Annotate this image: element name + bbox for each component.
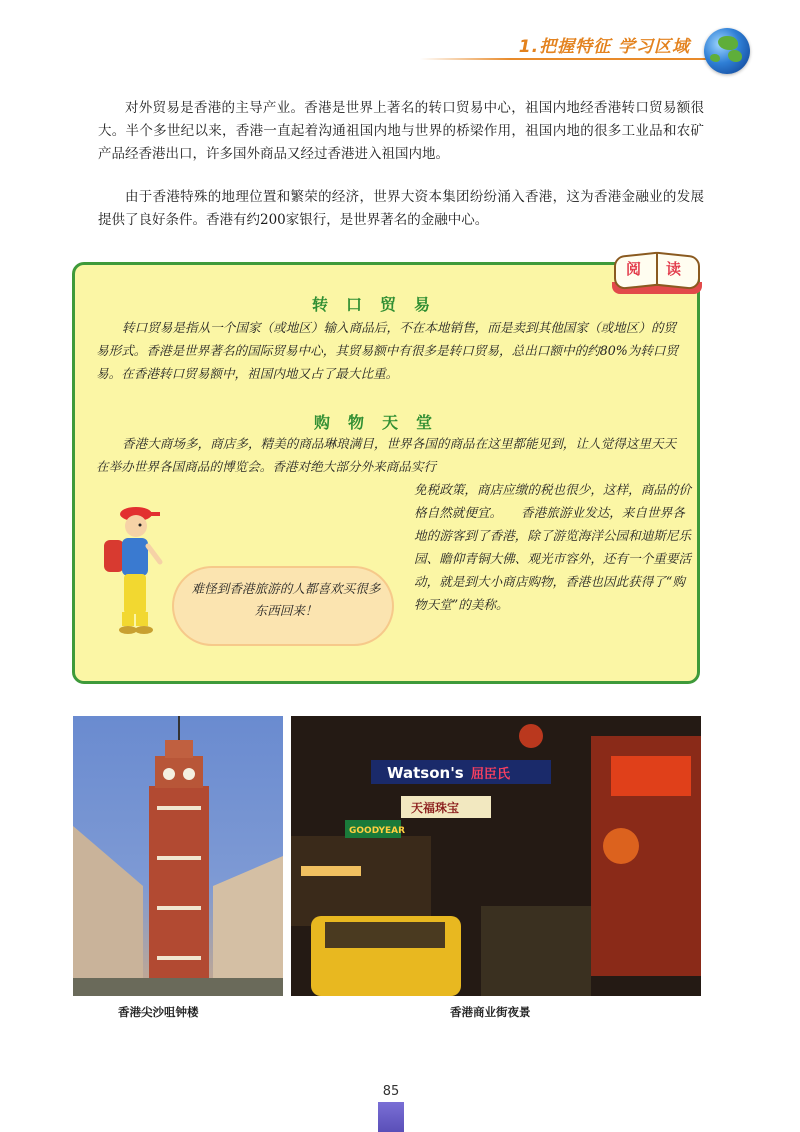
caption-clock-tower: 香港尖沙咀钟楼 [118, 1005, 199, 1019]
section-text-shopping-b: 免税政策，商店应缴的税也很少，这样，商品的价格自然就便宜。 香港旅游业发达，来自世界各地的游客到了香港，除了游览海洋公园和迪斯尼乐园、瞻仰青铜大佛、观光市容外，还有一个重要活动，就是到大小商店购物，香港也因此获得了“购物天堂”的美称。 [414, 482, 692, 612]
photo-night-street [291, 716, 701, 996]
section-title-shopping: 购物天堂 [314, 413, 451, 432]
page-number: 85 [382, 1084, 400, 1099]
section-text-shopping-a: 香港大商场多，商店多，精美的商品琳琅满目，世界各国的商品在这里都能见到，让人觉得这里天天在举办世界各国商品的博览会。香港对绝大部分外来商品实行 [96, 436, 677, 474]
page-tab-marker [378, 1102, 404, 1132]
body-paragraph-trade: 对外贸易是香港的主导产业。香港是世界上著名的转口贸易中心，祖国内地经香港转口贸易额很大。半个多世纪以来，香港一直起着沟通祖国内地与世界的桥梁作用，祖国内地的很多工业品和农矿产品经香港出口，许多国外商品又经过香港进入祖国内地。 [98, 100, 704, 162]
speech-bubble-text: 难怪到香港旅游的人都喜欢买很多东西回来！ [191, 581, 381, 618]
jewellery-sign: 天福珠宝 [411, 801, 460, 815]
reading-badge-char-2: 读 [666, 260, 682, 278]
caption-night-street: 香港商业街夜景 [450, 1005, 531, 1019]
body-paragraph-finance: 由于香港特殊的地理位置和繁荣的经济，世界大资本集团纷纷涌入香港，这为香港金融业的发展提供了良好条件。香港有约200家银行，是世界著名的金融中心。 [98, 189, 704, 228]
section-title-entrepot: 转口贸易 [312, 295, 449, 314]
reading-badge-char-1: 阅 [626, 260, 642, 278]
chapter-header [420, 28, 750, 74]
chapter-title: 1.把握特征 学习区域 [518, 37, 690, 57]
watsons-sign: Watson's [387, 764, 464, 782]
section-text-entrepot: 转口贸易是指从一个国家（或地区）输入商品后，不在本地销售，而是卖到其他国家（或地区）的贸易形式。香港是世界著名的国际贸易中心，其贸易额中有很多是转口贸易，总出口额中的约80%为转口贸易。在香港转口贸易额中，祖国内地又占了最大比重。 [96, 320, 679, 381]
globe-icon [704, 28, 750, 74]
open-book-icon [612, 246, 704, 300]
goodyear-sign: GOODYEAR [349, 826, 406, 836]
watsons-chinese-sign: 屈臣氏 [471, 767, 511, 782]
photo-clock-tower [73, 716, 283, 996]
tourist-cartoon-icon [96, 500, 166, 640]
header-rule [420, 58, 720, 60]
